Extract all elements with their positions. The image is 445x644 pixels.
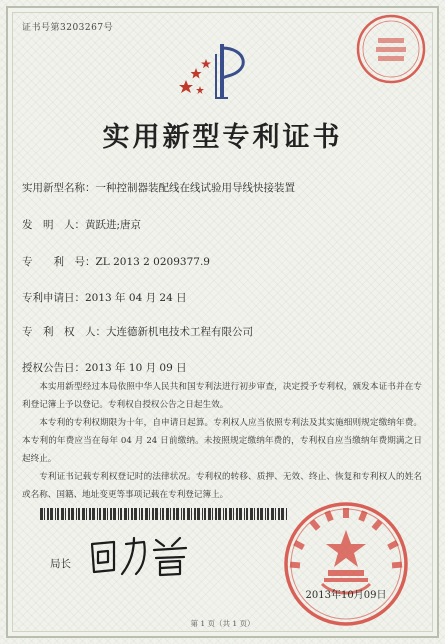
barcode-bar	[236, 508, 238, 520]
barcode-bar	[99, 508, 101, 520]
certificate-body	[22, 378, 422, 504]
field-value: ZL 2013 2 0209377.9	[95, 256, 210, 268]
barcode-bar	[239, 508, 242, 520]
field-application-date	[22, 290, 187, 305]
director-label: 局长	[50, 558, 71, 570]
field-label: 授权公告日：	[22, 362, 85, 374]
barcode-bar	[97, 508, 98, 520]
barcode-bar	[208, 508, 211, 520]
issuing-seal-icon	[354, 12, 428, 86]
barcode-bar	[118, 508, 119, 520]
barcode-bar	[107, 508, 108, 520]
barcode-bar	[155, 508, 158, 520]
barcode-bar	[149, 508, 150, 520]
barcode-bar	[257, 508, 259, 520]
certificate-title: 实用新型专利证书	[102, 122, 343, 153]
barcode-bar	[233, 508, 234, 520]
barcode-bar	[166, 508, 169, 520]
field-value: 2013 年 04 月 24 日	[85, 292, 187, 304]
barcode-bar	[197, 508, 200, 520]
field-utility-model-name	[22, 180, 295, 195]
body-paragraph: 本专利的专利权期限为十年，自申请日起算。专利权人应当依照专利法及其实施细则规定缴纳年费。本专利的年费应当在每年 04 月 24 日前缴纳。未按照规定缴纳年费的，专利权自应当缴纳年费期满之日起终止。	[22, 418, 422, 464]
field-inventor	[22, 217, 141, 232]
barcode-bar	[61, 508, 64, 520]
barcode-bar	[145, 508, 148, 520]
barcode-bar	[275, 508, 276, 520]
barcode-bar	[57, 508, 59, 520]
barcode-bar	[139, 508, 140, 520]
barcode-bar	[128, 508, 129, 520]
barcode-bar	[229, 508, 232, 520]
body-paragraph: 本实用新型经过本局依照中华人民共和国专利法进行初步审查，决定授予专利权，颁发本证书并在专利登记簿上予以登记。专利权自授权公告之日起生效。	[22, 382, 422, 410]
field-label: 专 利 权 人：	[22, 326, 106, 338]
barcode-bar	[47, 508, 49, 520]
field-label: 发 明 人：	[22, 219, 85, 231]
barcode-bar	[110, 508, 112, 520]
barcode-bar	[187, 508, 190, 520]
barcode-bar	[76, 508, 77, 520]
barcode-bar	[82, 508, 85, 520]
barcode-bar	[65, 508, 66, 520]
barcode-bar	[181, 508, 182, 520]
barcode-bar	[215, 508, 217, 520]
seal-date: 2013年10月09日	[305, 590, 387, 601]
barcode-bar	[194, 508, 196, 520]
field-label: 实用新型名称：	[22, 182, 96, 194]
field-label: 专利申请日：	[22, 292, 85, 304]
cnipa-official-seal-icon	[282, 500, 410, 628]
barcode-bar	[141, 508, 143, 520]
field-label: 专 利 号：	[22, 256, 96, 268]
barcode-bar	[89, 508, 91, 520]
field-value: 2013 年 10 月 09 日	[85, 362, 187, 374]
cnipa-emblem-icon	[176, 40, 260, 102]
field-value: 大连德新机电技术工程有限公司	[106, 326, 253, 338]
barcode-bar	[160, 508, 161, 520]
barcode-bar	[55, 508, 56, 520]
barcode-bar	[120, 508, 122, 520]
barcode-bar	[244, 508, 245, 520]
barcode-bar	[254, 508, 255, 520]
barcode-bar	[250, 508, 253, 520]
field-value: 一种控制器装配线在线试验用导线快接装置	[95, 182, 295, 194]
barcode-bar	[134, 508, 137, 520]
barcode-bar	[204, 508, 206, 520]
field-patentee	[22, 324, 253, 339]
barcode-bar	[78, 508, 80, 520]
barcode	[40, 508, 290, 520]
barcode-bar	[113, 508, 116, 520]
barcode-bar	[176, 508, 179, 520]
director-signature-icon	[84, 530, 204, 580]
barcode-bar	[92, 508, 95, 520]
barcode-bar	[68, 508, 70, 520]
barcode-bar	[44, 508, 45, 520]
barcode-bar	[271, 508, 274, 520]
certificate-number: 证书号第3203267号	[22, 23, 114, 33]
barcode-bar	[202, 508, 203, 520]
barcode-bar	[131, 508, 133, 520]
barcode-bar	[191, 508, 192, 520]
barcode-bar	[173, 508, 175, 520]
barcode-bar	[162, 508, 164, 520]
barcode-bar	[50, 508, 53, 520]
barcode-bar	[223, 508, 224, 520]
barcode-bar	[278, 508, 280, 520]
barcode-bar	[225, 508, 227, 520]
barcode-bar	[183, 508, 185, 520]
barcode-bar	[40, 508, 43, 520]
body-paragraph: 专利证书记载专利权登记时的法律状况。专利权的转移、质押、无效、终止、恢复和专利权人的姓名或名称、国籍、地址变更等事项记载在专利登记簿上。	[22, 472, 422, 500]
barcode-bar	[267, 508, 269, 520]
barcode-bar	[124, 508, 127, 520]
barcode-bar	[103, 508, 106, 520]
field-patent-number	[22, 254, 210, 269]
page-number: 第 1 页（共 1 页）	[190, 619, 255, 628]
barcode-bar	[218, 508, 221, 520]
barcode-bar	[71, 508, 74, 520]
barcode-bar	[265, 508, 266, 520]
field-grant-date	[22, 360, 187, 375]
barcode-bar	[260, 508, 263, 520]
field-value: 黄跃进;唐京	[85, 219, 142, 231]
barcode-bar	[212, 508, 213, 520]
barcode-bar	[152, 508, 154, 520]
barcode-bar	[170, 508, 171, 520]
barcode-bar	[86, 508, 87, 520]
barcode-bar	[246, 508, 248, 520]
